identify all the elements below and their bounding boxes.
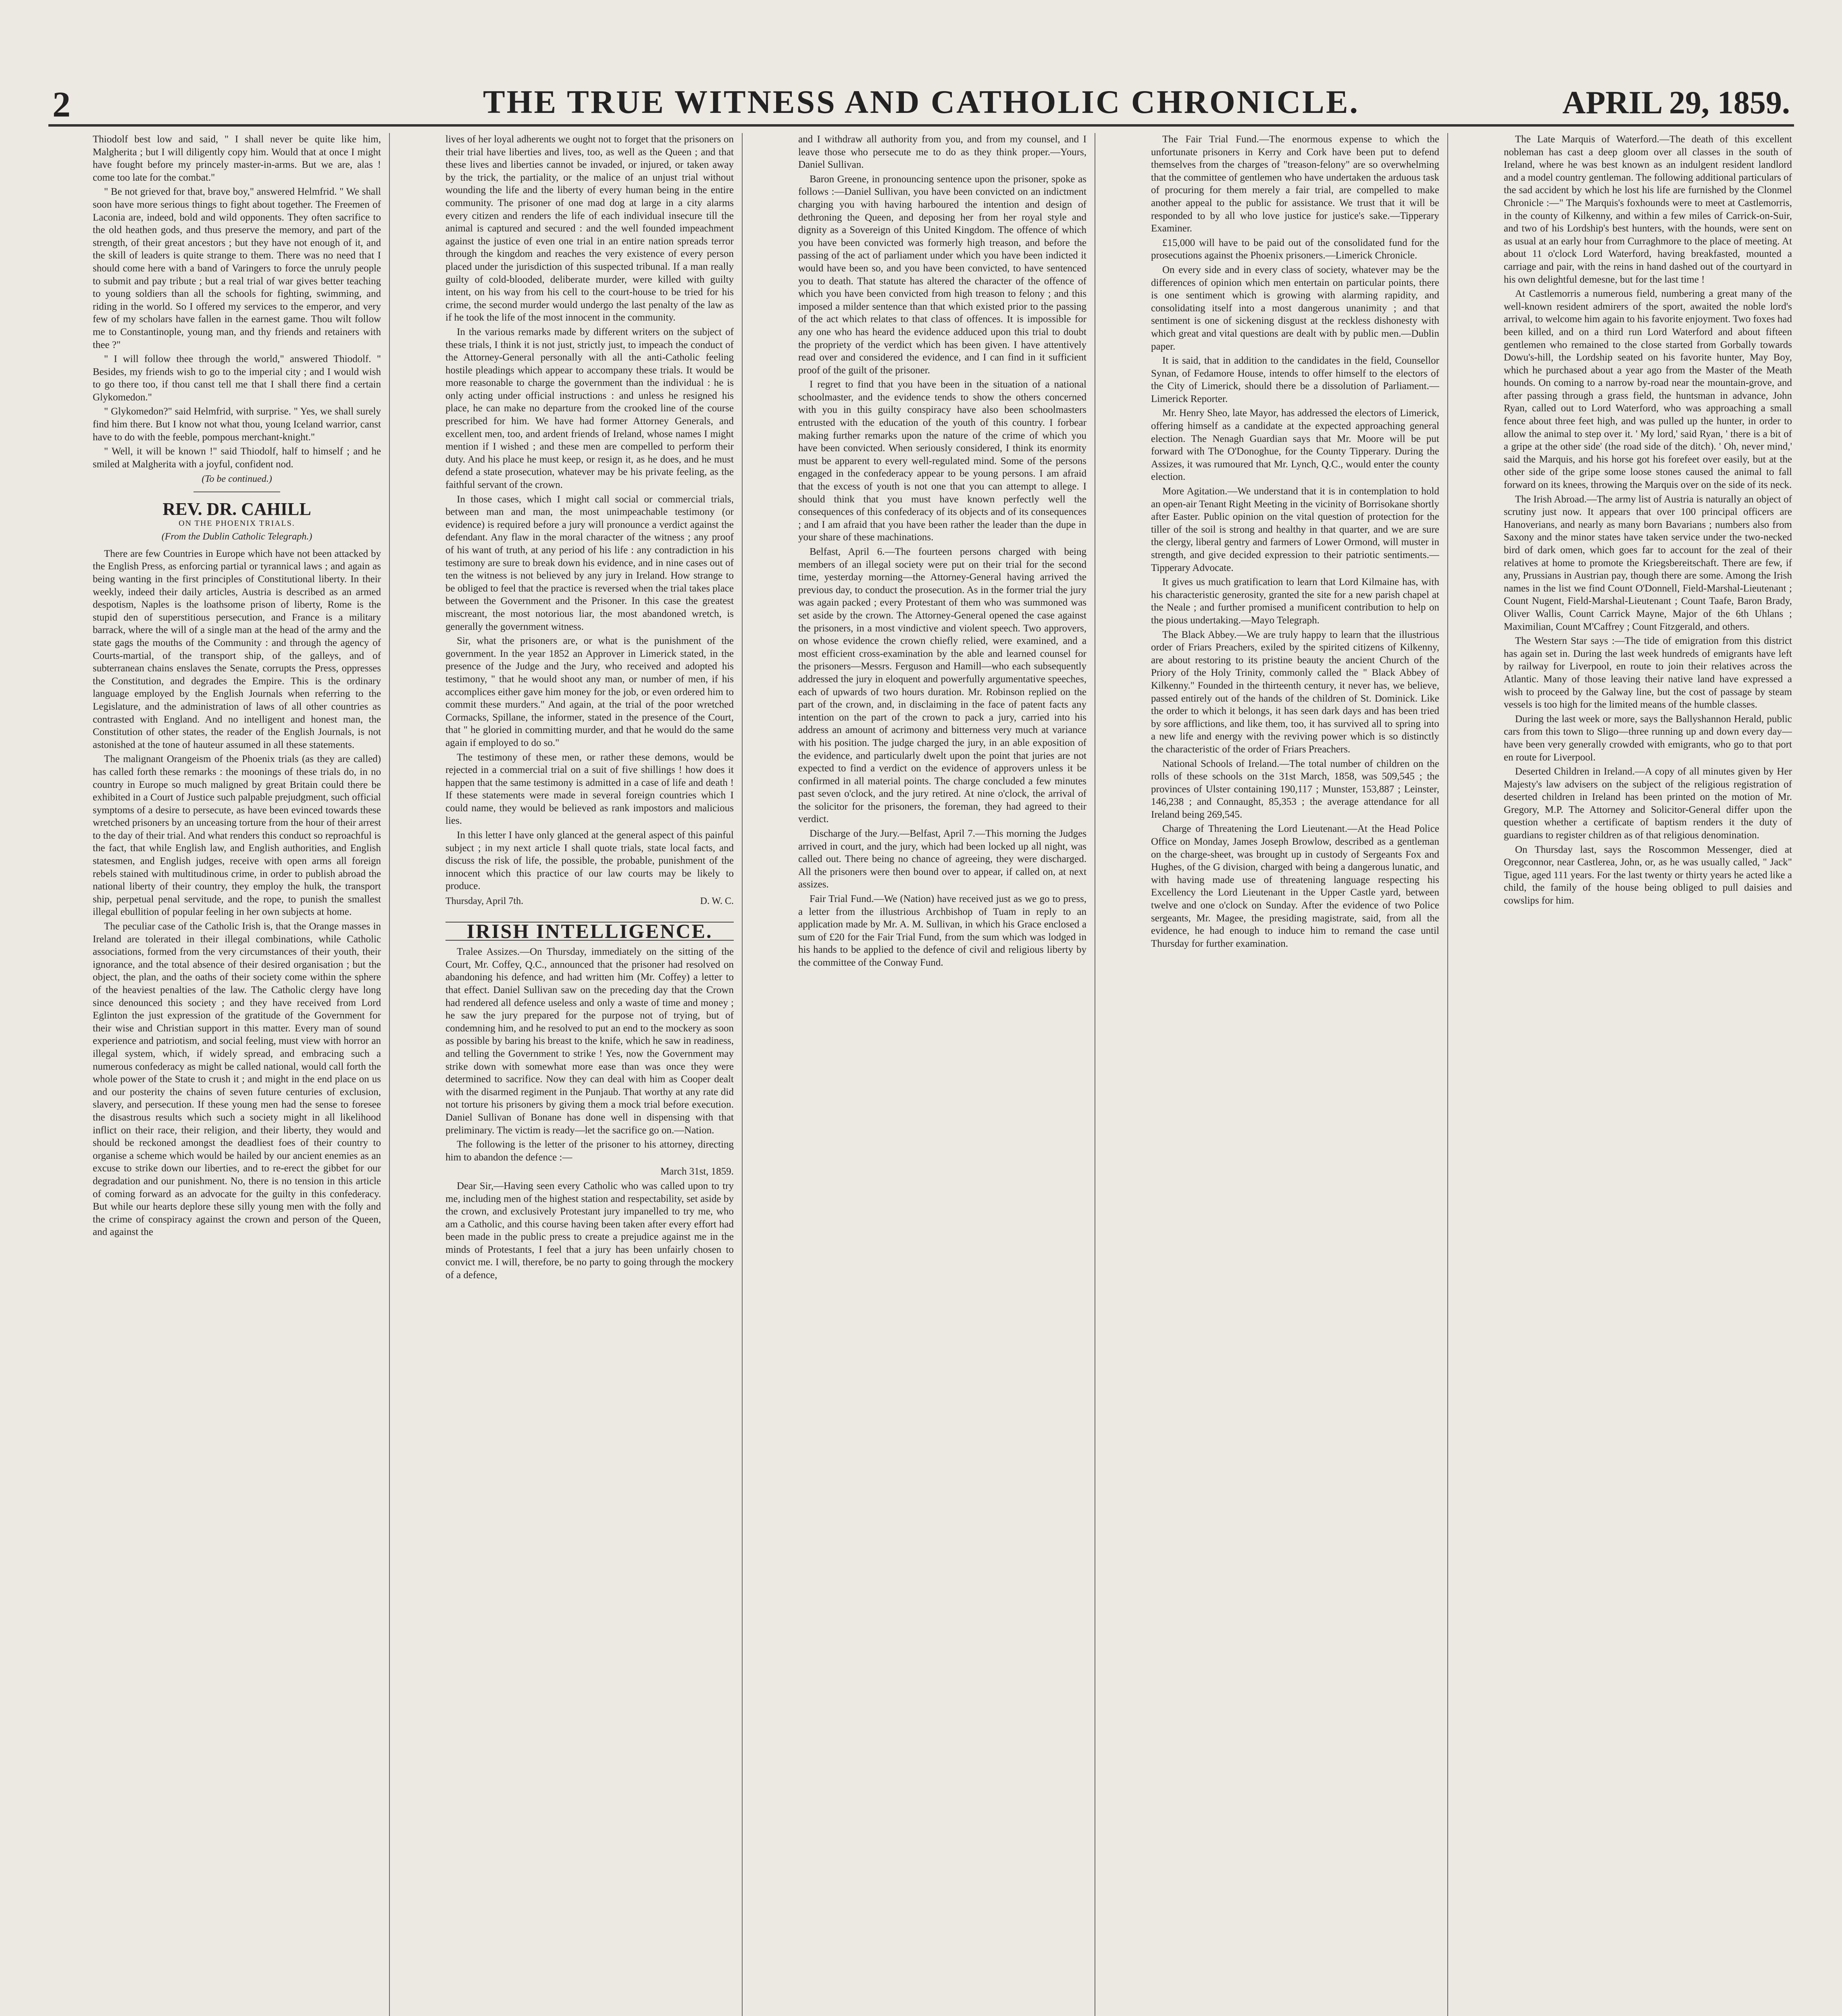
signature-line xyxy=(445,895,734,908)
news-paragraph: On every side and in every class of society, whatever may be the differences of opinion which men entertain on particular points, there is one sentiment which is growing with alarming rapidity, and consolidating itself into a most dangerous unanimity ; and that sentiment is one of sickening disgust at the reckless dishonesty with which great and vital questions are dealt with by public men.—Dublin paper. xyxy=(1151,264,1439,352)
news-paragraph: I regret to find that you have been in the situation of a national schoolmaster, and the evidence tends to show the others concerned with you in this guilty conspiracy have also been schoolmasters entrusted with the education of the youth of this country. I forbear making further remarks upon the nature of the crime of which you have been convicted. When seriously considered, I think its enormity must be apparent to every well-regulated mind. Some of the persons engaged in the confederacy appear to be young persons. I am afraid that the excess of youth is not one that you can attempt to allege. I should think that you must have known perfectly well the consequences of this confederacy of its objects and of its consequences ; and I am afraid that you have been rather the leader than the dupe in your share of these machinations. xyxy=(798,379,1086,543)
news-paragraph: It is said, that in addition to the candidates in the field, Counsellor Synan, of Fedamore House, intends to offer himself to the electors of the City of Limerick, should there be a dissolution of Parliament.—Limerick Reporter. xyxy=(1151,355,1439,404)
article-subtitle: ON THE PHOENIX TRIALS. xyxy=(179,519,295,528)
issue-date: APRIL 29, 1859. xyxy=(1562,85,1790,121)
column-4 xyxy=(1151,133,1439,2016)
news-paragraph: On Thursday last, says the Roscommon Messenger, died at Oregconnor, near Castlerea, John, or, as he was usually called, " Jack" Tigue, aged 111 years. For the last twenty or thirty years he acted like a child, the family of the house being obliged to pull daisies and cowslips for him. xyxy=(1504,844,1792,906)
news-paragraph: Fair Trial Fund.—We (Nation) have received just as we go to press, a letter from the illustrious Archbishop of Tuam in reply to an application made by Mr. A. M. Sullivan, in which his Grace enclosed a sum of £20 for the Fair Trial Fund, from the sum which was lodged in his hands to be applied to the defence of civil and religious liberty by the committee of the Conway Fund. xyxy=(798,893,1086,968)
news-paragraph: At Castlemorris a numerous field, numbering a great many of the well-known resident admirers of the sport, awaited the noble lord's arrival, to welcome him again to his favorite enjoyment. Two foxes had been killed, and on a third run Lord Waterford and about fifteen gentlemen who remained to the close started from Gorbally towards Dowu's-hill, the Lordship seated on his favorite hunter, May Boy, which he purchased about a year ago from the Master of the Meath hounds. On coming to a narrow by-road near the mountain-grove, and after passing through a grass field, the huntsman in advance, John Ryan, called out to Lord Waterford, who was approaching a small fence about three feet high, and was pulled up the hunter, in order to allow the animal to step over it. ' My lord,' said Ryan, ' there is a bit of a gripe at the other side' (the road side of the ditch). ' Oh, never mind,' said the Marquis, and his horse got his forefeet over easily, but at the other side of the gripe some loose stones caused the animal to fall forward on its knees, throwing the Marquis over on the side of its neck. xyxy=(1504,288,1792,491)
news-paragraph: National Schools of Ireland.—The total number of children on the rolls of these schools on the 31st March, 1858, was 509,545 ; the provinces of Ulster containing 190,117 ; Munster, 153,887 ; Leinster, 146,238 ; and Connaught, 85,353 ; the average attendance for all Ireland being 269,545. xyxy=(1151,758,1439,820)
story-paragraph: " Glykomedon?" said Helmfrid, with surprise. " Yes, we shall surely find him there. But I know not what thou, young Iceland warrior, canst have to do with the feeble, pompous merchant-knight." xyxy=(93,406,381,443)
article-paragraph: The malignant Orangeism of the Phoenix trials (as they are called) has called forth these remarks : the moonings of these trials do, in no country in Europe so much maligned by great Britain could there be exhibited in a Court of Justice such palpable prejudgment, such official symptoms of a desire to persecute, as have been evinced towards these wretched prisoners by an unceasing torture from the hour of their arrest to the day of their trial. And what renders this conduct so reproachful is the fact, that while English law, and English authorities, and English statesmen, and English judges, receive with open arms all foreign rebels stained with multitudinous crime, in order to publish abroad the national liberty of their country, they employ the hulk, the transport ship, perpetual penal servitude, and the rope, to punish the smallest illegal ebullition of popular feeling in her own subjects at home. xyxy=(93,754,381,918)
article-title: REV. DR. CAHILL xyxy=(162,499,311,519)
news-paragraph: The Black Abbey.—We are truly happy to learn that the illustrious order of Friars Preachers, exiled by the spirited citizens of Kilkenny, are about restoring to its pristine beauty the ancient Church of the Priory of the Holy Trinity, commonly called the " Black Abbey of Kilkenny." Founded in the thirteenth century, it never has, we believe, passed entirely out of the hands of the children of St. Dominick. Like the order to which it belongs, it has seen dark days and has been tried by sore afflictions, and like them, too, it has survived all to spring into a new life and energy with the reviving power which is so distinctly the characteristic of the order of Friars Preachers. xyxy=(1151,629,1439,755)
column-3 xyxy=(798,133,1086,2016)
article-paragraph: There are few Countries in Europe which have not been attacked by the English Press, as enforcing partial or tyrannical laws ; and again as being wanting in the first principles of Constitutional liberty. In their weekly, indeed their daily articles, Austria is described as an armed despotism, Naples is the loathsome prison of liberty, Rome is the stupid den of superstitious persecution, and France is a military barrack, where the will of a single man at the head of the army and the state gags the mouths of the Community : and through the agency of Courts-martial, of the transport ship, of the galleys, and of subterranean chains enslaves the Senate, corrupts the Press, oppresses the Constitution, and degrades the Empire. This is the ordinary language employed by the English Journals when referring to the Legislature, and the administration of laws of all other countries as contrasted with England. And no intelligent and honest man, the Constitution of other states, the reader of the English Journals, is not astonished at the tone of hauteur assumed in all these statements. xyxy=(93,548,381,750)
column-1 xyxy=(93,133,381,2016)
news-paragraph: Deserted Children in Ireland.—A copy of all minutes given by Her Majesty's law advisers on the subject of the religious registration of deserted children in Ireland has been printed on the motion of Mr. Gregory, M.P. The Attorney and Solicitor-General differ upon the question whether a certificate of baptism renders it the duty of guardians to register children as of that religious denomination. xyxy=(1504,766,1792,841)
to-be-continued: (To be continued.) xyxy=(202,474,272,485)
news-paragraph: It gives us much gratification to learn that Lord Kilmaine has, with his characteristic generosity, granted the site for a new parish chapel at the Neale ; and further promised a munificent contribution to help on the pious undertaking.—Mayo Telegraph. xyxy=(1151,577,1439,626)
news-paragraph: The following is the letter of the prisoner to his attorney, directing him to abandon the defence :— xyxy=(445,1139,734,1163)
section-heading: IRISH INTELLIGENCE. xyxy=(445,922,734,941)
signature-date: Thursday, April 7th. xyxy=(445,896,524,907)
story-paragraph: " Well, it will be known !" said Thiodolf, half to himself ; and he smiled at Malgherita with a joyful, confident nod. xyxy=(93,446,381,470)
letter-date: March 31st, 1859. xyxy=(660,1166,734,1177)
article-paragraph: Sir, what the prisoners are, or what is the punishment of the government. In the year 1852 an Approver in Limerick stated, in the presence of the Judge and the Jury, who received and adopted his testimony, " that he would shoot any man, or number of men, if his accomplices either gave him money for the job, or even ordered him to commit these murders." And again, at the trial of the poor wretched Cormacks, Spillane, the informer, stated in the presence of the Court, that " he gloried in committing murder, and that he would do the same again if employed to do so." xyxy=(445,635,734,748)
article-paragraph: The testimony of these men, or rather these demons, would be rejected in a commercial trial on a suit of five shillings ! how does it happen that the same testimony is admitted in a case of life and death ! If these statements were made in several foreign countries which I could name, they would be believed as rank impostors and malicious lies. xyxy=(445,752,734,827)
column-2 xyxy=(445,133,734,2016)
news-paragraph: The Late Marquis of Waterford.—The death of this excellent nobleman has cast a deep gloom over all classes in the south of Ireland, where he was best known as an indulgent resident landlord and a model country gentleman. The following additional particulars of the sad accident by which he lost his life are furnished by the Clonmel Chronicle :—" The Marquis's foxhounds were to meet at Castlemorris, in the county of Kilkenny, and within a few miles of Carrick-on-Suir, and two of his Lordship's best hunters, with the hounds, were sent on as usual at an early hour from Curraghmore to the place of meeting. At about 11 o'clock Lord Waterford, having breakfasted, mounted a carriage and pair, with the reins in hand dashed out of the courtyard in his own delightful demesne, but for the last time ! xyxy=(1504,134,1792,285)
news-paragraph: Mr. Henry Sheo, late Mayor, has addressed the electors of Limerick, offering himself as a candidate at the expected approaching general election. The Nenagh Guardian says that Mr. Moore will be put forward with The O'Donoghue, for the County Tipperary. During the Assizes, it was rumoured that Mr. Lynch, Q.C., would enter the county election. xyxy=(1151,408,1439,483)
news-paragraph: Tralee Assizes.—On Thursday, immediately on the sitting of the Court, Mr. Coffey, Q.C., announced that the prisoner had resolved on abandoning his defence, and had written him (Mr. Coffey) a letter to that effect. Daniel Sullivan saw on the preceding day that the Crown had rendered all defence useless and only a waste of time and money ; he saw the jury prepared for the purpose not of trying, but of condemning him, and he resolved to put an end to the mockery as soon as possible by baring his breast to the knife, which he saw in readiness, and telling the Government to strike ! Yes, now the Government may strike down with somewhat more ease than was once they were determined to sacrifice. Now they can deal with him as Cooper dealt with the disarmed regiment in the Punjaub. That worthy at any rate did not torture his prisoners by giving them a mock trial before execution. Daniel Sullivan of Bonane has done well in dispensing with that preliminary. The victim is ready—let the sacrifice go on.—Nation. xyxy=(445,946,734,1136)
news-paragraph: Charge of Threatening the Lord Lieutenant.—At the Head Police Office on Monday, James Joseph Browlow, described as a gentleman on the charge-sheet, was brought up in custody of Sergeants Fox and Hughes, of the G division, charged with being a dangerous lunatic, and with having made use of threatening language respecting his Excellency the Lord Lieutenant in the Upper Castle yard, between twelve and one o'clock on Sunday. After the evidence of two Police sergeants, Mr. Magee, the presiding magistrate, said, from all the evidence, he had enough to induce him to remand the case until Thursday for further examination. xyxy=(1151,823,1439,949)
news-paragraph: Baron Greene, in pronouncing sentence upon the prisoner, spoke as follows :—Daniel Sullivan, you have been convicted on an indictment charging you with having harboured the intention and design of dethroning the Queen, and deposing her from her royal style and dignity as a Sovereign of this United Kingdom. The offence of which you have been convicted was formerly high treason, and before the passing of the act of parliament under which you have been indicted it would have been so, and you have been convicted, to have sentenced you to death. That statute has altered the character of the offence of which you have been convicted from high treason to felony ; and this imposed a milder sentence than that which existed prior to the passing of the act which relates to that class of offences. It is impossible for any one who has heard the evidence adduced upon this trial to doubt the propriety of the verdict which has been given. I have attentively read over and considered the evidence, and I can find in it sufficient proof of the guilt of the prisoner. xyxy=(798,173,1086,376)
news-paragraph: £15,000 will have to be paid out of the consolidated fund for the prosecutions against the Phoenix prisoners.—Limerick Chronicle. xyxy=(1151,237,1439,261)
news-paragraph: Dear Sir,—Having seen every Catholic who was called upon to try me, including men of the highest station and respectability, set aside by the crown, and exclusively Protestant jury impanelled to try me, who am a Catholic, and this course having been taken after every effort had been made in the public press to create a prejudice against me in the minds of Protestants, I feel that a jury has been unfairly chosen to convict me. I will, therefore, be no party to going through the mockery of a defence, xyxy=(445,1180,734,1281)
news-paragraph: Discharge of the Jury.—Belfast, April 7.—This morning the Judges arrived in court, and the jury, which had been locked up all night, was called out. There being no chance of agreeing, they were discharged. All the prisoners were then bound over to appear, if called on, at next assizes. xyxy=(798,828,1086,890)
news-paragraph: The Irish Abroad.—The army list of Austria is naturally an object of scrutiny just now. It appears that over 100 principal officers are Hanoverians, and nearly as many born Bavarians ; numbers also from Saxony and the minor states have taken service under the two-necked bird of dark omen, which goes far to account for the zeal of their relatives at home to promote the Kriegsbereitschaft. There are few, if any, Prussians in Austrian pay, though there are some. Among the Irish names in the list we find Count O'Donnell, Field-Marshal-Lieutenant ; Count Nugent, Field-Marshal-Lieutenant ; Count Taafe, Baron Brady, Oliver Wallis, Count Carrick Mayne, Major of the 6th Uhlans ; Maximilian, Count M'Caffrey ; Count Fitzgerald, and others. xyxy=(1504,494,1792,632)
newspaper-title: THE TRUE WITNESS AND CATHOLIC CHRONICLE. xyxy=(483,83,1360,120)
column-divider xyxy=(1447,133,1448,2016)
news-paragraph: Belfast, April 6.—The fourteen persons charged with being members of an illegal society were put on their trial for the second time, yesterday morning—the Attorney-General having arrived the previous day, to conduct the prosecution. As in the former trial the jury was again packed ; every Protestant of them who was summoned was set aside by the crown. The Attorney-General opened the case against the prisoners, in a most vindictive and violent speech. Two approvers, on whose evidence the crown chiefly relied, were examined, and a most efficient cross-examination by the able and learned counsel for the prisoners—Messrs. Ferguson and Hamill—who each subsequently addressed the jury in eloquent and powerfully argumentative speeches, each of upwards of two hours duration. Mr. Robinson replied on the part of the crown, and, in disclaiming in the face of patent facts any intention on the part of the crown to pack a jury, carried into his address an amount of acrimony and bitterness very much at variance with his position. The judge charged the jury, in an able exposition of the evidence, and particularly dwelt upon the point that juries are not expected to find a verdict on the evidence of approvers unless it be confirmed in all material points. The charge concluded a few minutes past seven o'clock, and the jury retired. At nine o'clock, the arrival of the solicitor for the prisoners, the foreman, they had agreed to their verdict. xyxy=(798,546,1086,825)
story-paragraph: " I will follow thee through the world," answered Thiodolf. " Besides, my friends wish to go to the imperial city ; and I would wish to go there too, if thou canst tell me that I shall there find a certain Glykomedon." xyxy=(93,354,381,403)
column-divider xyxy=(389,133,390,2016)
article-paragraph: lives of her loyal adherents we ought not to forget that the prisoners on their trial have liberties and lives, too, as well as the Queen ; and that these lives and liberties cannot be invaded, or injured, or taken away by the trick, the partiality, or the malice of an unjust trial without wounding the life and the liberty of every human being in the entire community. The prisoner of one mad dog at large in a city alarms every citizen and renders the life of each individual insecure till the animal is captured and secured : and the well founded impeachment against the justice of even one trial in an entire nation spreads terror through the kingdom and reaches the very existence of every person placed under the jurisdiction of this suspected tribunal. If a man really guilty of cold-blooded, deliberate murder, were killed with guilty intent, on his way from his cell to the court-house to be tried for his crime, the second murder would undergo the last penalty of the law as if he took the life of the most innocent in the community. xyxy=(445,134,734,323)
signature-initials: D. W. C. xyxy=(700,896,734,907)
article-paragraph: In this letter I have only glanced at the general aspect of this painful subject ; in my next article I shall quote trials, state local facts, and discuss the risk of life, the possible, the probable, punishment of the innocent which this practice of our law courts may be likely to produce. xyxy=(445,830,734,892)
news-paragraph: During the last week or more, says the Ballyshannon Herald, public cars from this town to Sligo—three running up and down every day—have been very generally crowded with emigrants, who go to that port en route for Liverpool. xyxy=(1504,713,1792,763)
story-paragraph: " Be not grieved for that, brave boy," answered Helmfrid. " We shall soon have more serious things to fight about together. The Freemen of Laconia are, indeed, bold and wild opponents. They often sacrifice to the old heathen gods, and thus preserve the memory, and part of the strength, of their great ancestors ; but they have not enough of it, and the skill of leaders is quite strange to them. There was no need that I should come here with a band of Varingers to force the unruly people to submit and pay tribute ; but a real trial of war gives better teaching to young soldiers than all the schools for fighting, swimming, and riding in the world. So I offered my services to the emperor, and very few of my scholars have fallen in the earnest game. Thou wilt follow me to Constantinople, young man, and thy friends and retainers with thee ?" xyxy=(93,186,381,350)
article-paragraph: In those cases, which I might call social or commercial trials, between man and man, the most unimpeachable testimony (or evidence) is required before a jury will pronounce a verdict against the defendant. Any flaw in the moral character of the witness ; any proof of his want of truth, at any period of his life : any contradiction in his testimony are sure to break down his evidence, and in nine cases out of ten the witness is not believed by any jury in Ireland. How strange to be obliged to feel that the practice is reversed when the trial takes place between the Government and the Prisoner. In this case the greatest miscreant, the most notorious liar, the most abandoned wretch, is generally the government witness. xyxy=(445,494,734,632)
story-paragraph: Thiodolf best low and said, " I shall never be quite like him, Malgherita ; but I will diligently copy him. Would that at once I might have fought before my princely master-in-arms. But we are, alas ! come too late for the combat." xyxy=(93,134,381,183)
masthead xyxy=(48,80,1794,127)
article-paragraph: In the various remarks made by different writers on the subject of these trials, I think it is not just, strictly just, to impeach the conduct of the Attorney-General personally with all the anti-Catholic feeling hostile pleadings which appear to accompany these trials. It would be more reasonable to charge the government than the individual : he is only acting under official instructions : and unless he resigned his place, he can make no departure from the crooked line of the course prescribed for him. We have had former Attorney Generals, and excellent men, too, and ardent friends of Ireland, whose names I might mention if I wished ; and these men are compelled to perform their duty. And his place he must keep, or resign it, as he does, and he must defend a state prosecution, whatever may be his private feeling, as the faithful servant of the crown. xyxy=(445,326,734,491)
column-5 xyxy=(1504,133,1792,2016)
page-number: 2 xyxy=(52,85,71,125)
news-paragraph: The Fair Trial Fund.—The enormous expense to which the unfortunate prisoners in Kerry and Cork have been put to defend themselves from the charges of "treason-felony" are so overwhelming that the committee of gentlemen who have undertaken the arduous task of procuring for them merely a fair trial, are compelled to make another appeal to the public for assistance. We trust that it will be responded to by all who love justice for justice's sake.—Tipperary Examiner. xyxy=(1151,134,1439,234)
article-paragraph: The peculiar case of the Catholic Irish is, that the Orange masses in Ireland are tolerated in their illegal combinations, while Catholic associations, formed from the very circumstances of their youth, their ignorance, and the total absence of their desired organisation ; but the object, the plan, and the oaths of their society come within the sphere of the heaviest penalties of the law. The Catholic clergy have long since denounced this society ; and they have received from Lord Eglinton the just expression of the gratitude of the Government for their wise and Christian support in this matter. Every man of sound experience and patriotism, and social feeling, must view with horror an illegal system, which, if widely spread, and embracing such a numerous confederacy as might be called national, would call forth the whole power of the State to crush it ; and might in the end place on us and our posterity the chains of seven future centuries of exclusion, slavery, and persecution. If these young men had the sense to foresee the disastrous results which such a society might in all likelihood inflict on their race, their religion, and their liberty, they would and should be reckoned amongst the deadliest foes of their country to organise a scheme which would be hailed by our ancient enemies as an excuse to strike down our liberties, and to re-erect the gibbet for our degradation and our punishment. No, there is no tension in this article of coming forward as an advocate for the guilty in this confederacy. But while our hearts deplore these silly young men with the folly and the crime of conspiracy against the crown and person of the Queen, and against the xyxy=(93,921,381,1238)
news-paragraph: and I withdraw all authority from you, and from my counsel, and I leave those who persecute me to do as they think proper.—Yours, Daniel Sullivan. xyxy=(798,134,1086,171)
article-source: (From the Dublin Catholic Telegraph.) xyxy=(161,531,312,542)
news-paragraph: The Western Star says :—The tide of emigration from this district has again set in. During the last week hundreds of emigrants have left by railway for Liverpool, en route to join their relatives across the Atlantic. Many of those leaving their native land have expressed a wish to proceed by the Galway line, but the cost of passage by steam vessels is too high for the limited means of the humble classes. xyxy=(1504,635,1792,710)
column-divider xyxy=(742,133,743,2016)
news-paragraph: More Agitation.—We understand that it is in contemplation to hold an open-air Tenant Right Meeting in the vicinity of Borrisokane shortly after Easter. Public opinion on the vital question of protection for the tiller of the soil is strong and healthy in that quarter, and we are sure the clergy, liberal gentry and farmers of Lower Ormond, will muster in strength, and give decided expression to their patriotic sentiments.—Tipperary Advocate. xyxy=(1151,486,1439,573)
